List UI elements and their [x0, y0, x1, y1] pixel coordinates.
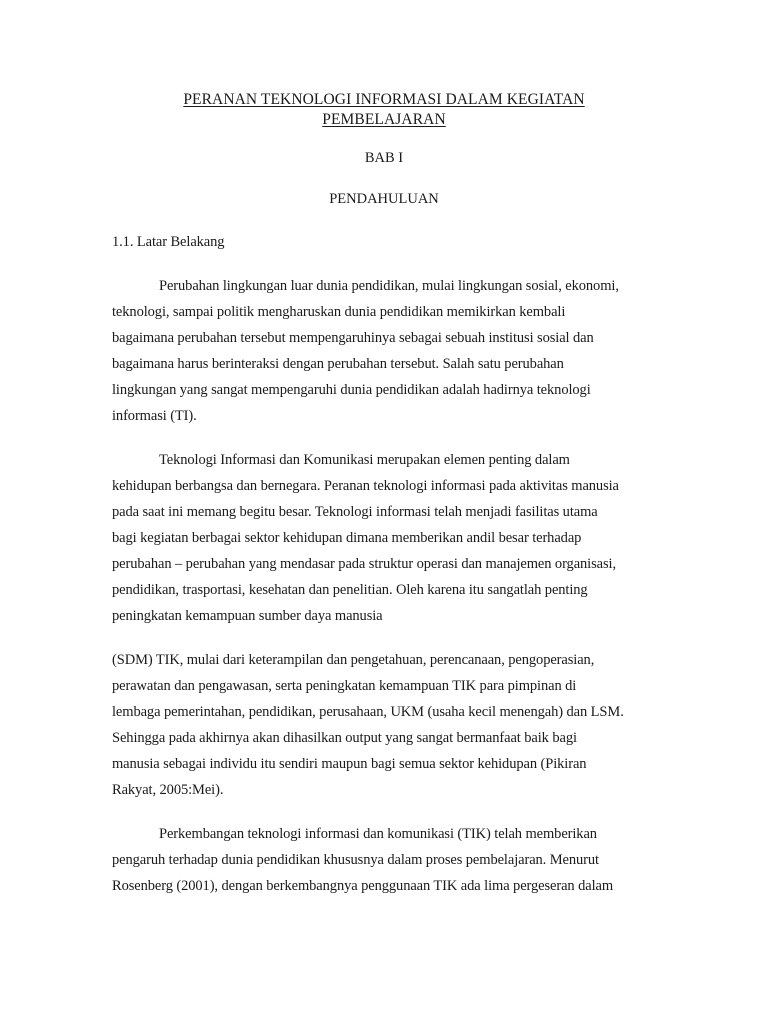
paragraph-line: bagaimana harus berinteraksi dengan perubahan tersebut. Salah satu perubahan [112, 356, 564, 372]
paragraph-line: pengaruh terhadap dunia pendidikan khususnya dalam proses pembelajaran. Menurut [112, 852, 599, 868]
paragraph-line: pendidikan, trasportasi, kesehatan dan penelitian. Oleh karena itu sangatlah penting [112, 582, 588, 598]
paragraph-line: Sehingga pada akhirnya akan dihasilkan output yang sangat bermanfaat baik bagi [112, 730, 577, 746]
paragraph-line: teknologi, sampai politik mengharuskan dunia pendidikan memikirkan kembali [112, 304, 566, 320]
paragraph-line: Rakyat, 2005:Mei). [112, 782, 224, 798]
paragraph-line: perubahan – perubahan yang mendasar pada struktur operasi dan manajemen organisasi, [112, 556, 616, 572]
chapter-label: BAB I [364, 150, 404, 166]
paragraph-line: lembaga pemerintahan, pendidikan, perusahaan, UKM (usaha kecil menengah) dan LSM. [112, 704, 624, 720]
paragraph-line: manusia sebagai individu itu sendiri maupun bagi semua sektor kehidupan (Pikiran [112, 756, 587, 772]
paragraph-line: bagaimana perubahan tersebut mempengaruhinya sebagai sebuah institusi sosial dan [112, 330, 594, 346]
paragraph-line: bagi kegiatan berbagai sektor kehidupan dimana memberikan andil besar terhadap [112, 530, 582, 546]
document-title-line-2: PEMBELAJARAN [322, 111, 446, 128]
chapter-title: PENDAHULUAN [329, 191, 439, 207]
paragraph-line: Teknologi Informasi dan Komunikasi merupakan elemen penting dalam [159, 452, 570, 468]
paragraph-line: (SDM) TIK, mulai dari keterampilan dan pengetahuan, perencanaan, pengoperasian, [112, 652, 595, 668]
document-title-line-1: PERANAN TEKNOLOGI INFORMASI DALAM KEGIATAN [183, 91, 585, 108]
paragraph-line: Rosenberg (2001), dengan berkembangnya penggunaan TIK ada lima pergeseran dalam [112, 878, 614, 894]
paragraph-line: Perubahan lingkungan luar dunia pendidikan, mulai lingkungan sosial, ekonomi, [159, 278, 619, 294]
paragraph-line: Perkembangan teknologi informasi dan komunikasi (TIK) telah memberikan [159, 826, 597, 842]
paragraph-line: kehidupan berbangsa dan bernegara. Peranan teknologi informasi pada aktivitas manusia [112, 478, 619, 494]
paragraph-line: peningkatan kemampuan sumber daya manusia [112, 608, 383, 624]
section-heading: 1.1. Latar Belakang [112, 234, 225, 250]
paragraph-line: pada saat ini memang begitu besar. Teknologi informasi telah menjadi fasilitas utama [112, 504, 598, 520]
paragraph-line: perawatan dan pengawasan, serta peningkatan kemampuan TIK para pimpinan di [112, 678, 577, 694]
paragraph-line: lingkungan yang sangat mempengaruhi dunia pendidikan adalah hadirnya teknologi [112, 382, 591, 398]
paragraph-line: informasi (TI). [112, 408, 197, 424]
